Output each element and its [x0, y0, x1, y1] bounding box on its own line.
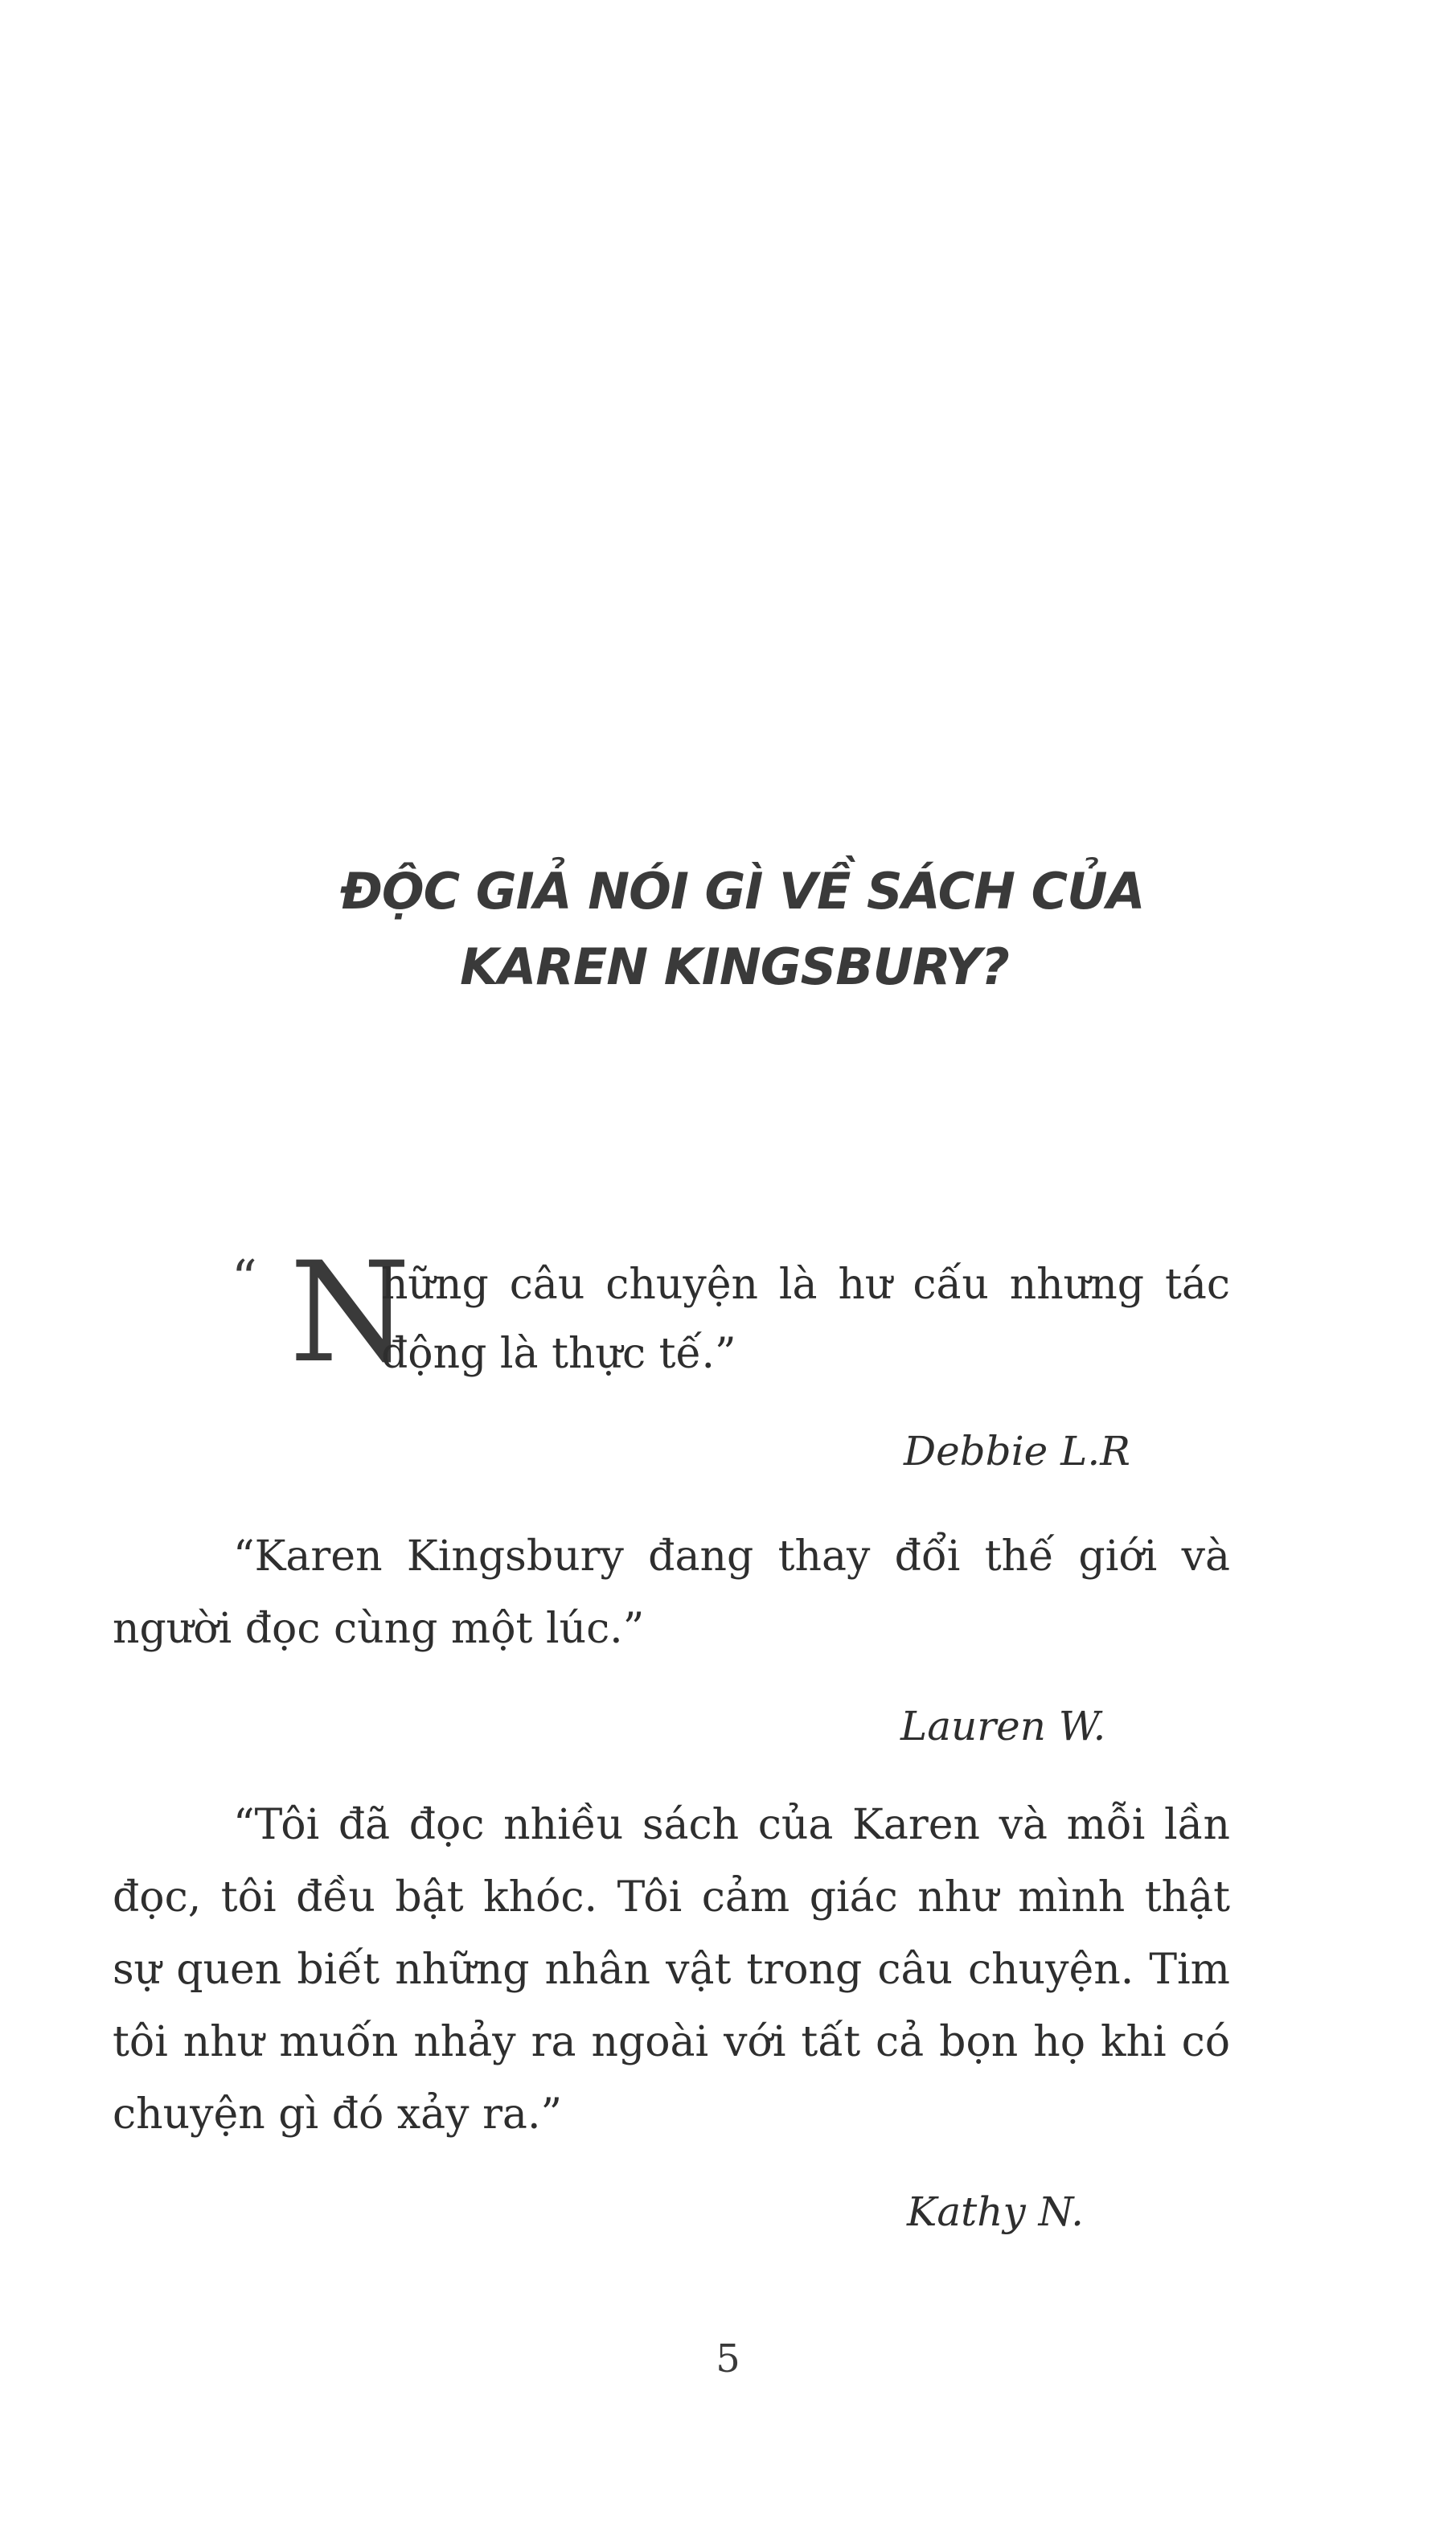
quote-2-line-1: “Karen Kingsbury đang thay đổi thế giới và	[233, 1532, 1230, 1581]
quote-3-line-5: chuyện gì đó xảy ra.”	[113, 2090, 563, 2139]
opening-quote-mark: “	[232, 1249, 257, 1307]
quote-1-line-1: hững câu chuyện là hư cấu nhưng tác	[381, 1261, 1230, 1309]
quote-2-author: Lauren W.	[900, 1703, 1106, 1749]
drop-cap-letter: N	[289, 1232, 411, 1393]
page-title-line-2: KAREN KINGSBURY?	[460, 937, 1009, 996]
page-number: 5	[716, 2336, 740, 2381]
quote-2-line-2: người đọc cùng một lúc.”	[113, 1605, 645, 1653]
quote-1-author: Debbie L.R	[904, 1428, 1130, 1475]
quote-3-line-4: tôi như muốn nhảy ra ngoài với tất cả bọn họ khi có	[113, 2018, 1230, 2066]
page-title-line-1: ĐỘC GIẢ NÓI GÌ VỀ SÁCH CỦA	[340, 862, 1145, 921]
quote-3-line-2: đọc, tôi đều bật khóc. Tôi cảm giác như mình thật	[113, 1873, 1230, 1922]
quote-3-author: Kathy N.	[907, 2188, 1085, 2235]
quote-3-line-1: “Tôi đã đọc nhiều sách của Karen và mỗi lần	[233, 1801, 1230, 1849]
quote-3-line-3: sự quen biết những nhân vật trong câu chuyện. Tim	[113, 1946, 1230, 1994]
quote-1-line-2: động là thực tế.”	[381, 1330, 736, 1378]
